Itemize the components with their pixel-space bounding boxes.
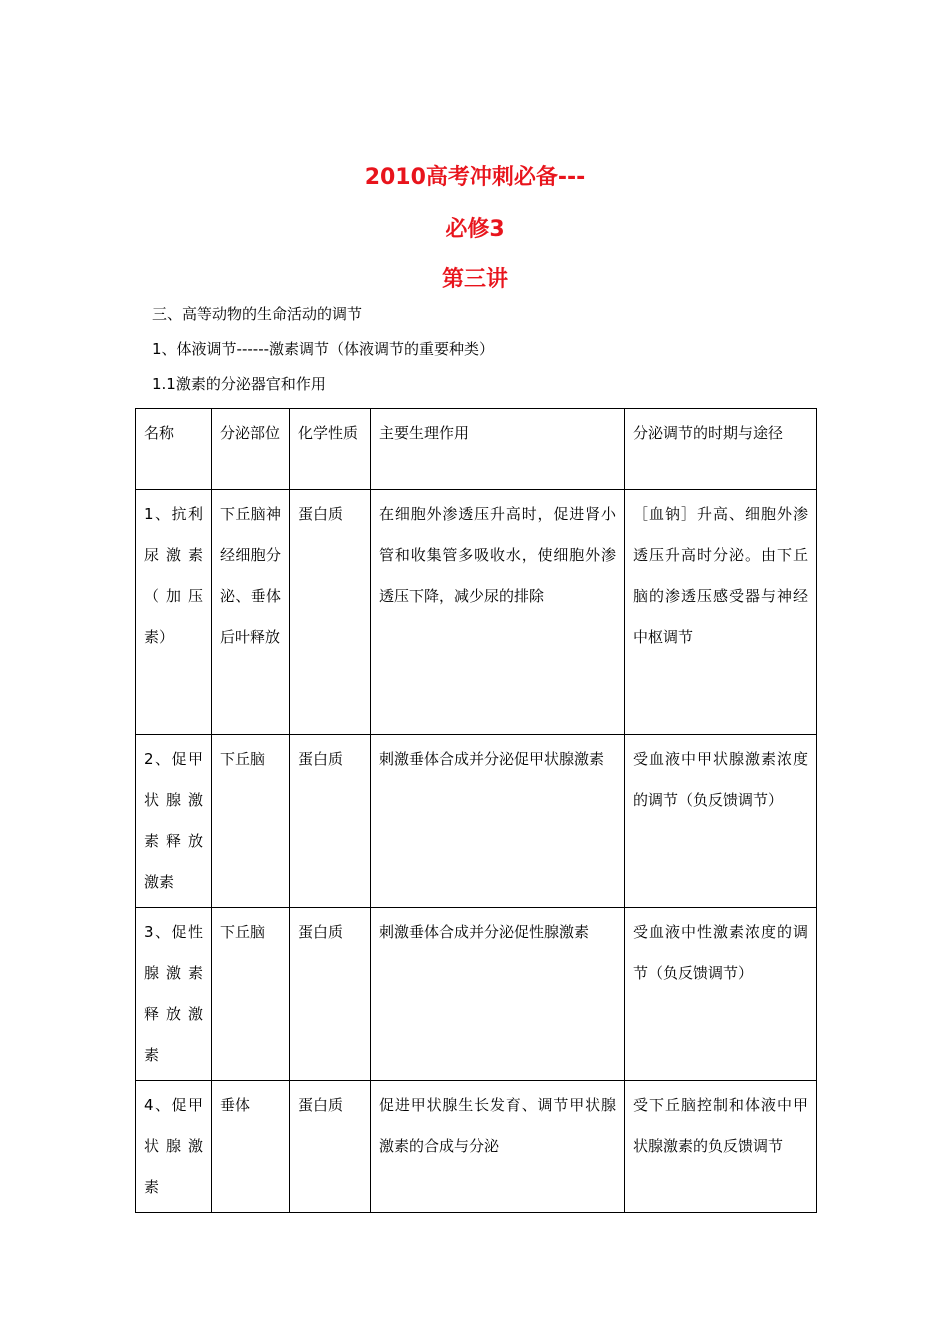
table-cell: 垂体 — [212, 1081, 290, 1213]
header-cell: 名称 — [136, 409, 212, 490]
table-cell: 4、促甲状腺激素 — [136, 1081, 212, 1213]
table-cell: 3、促性腺激素释放激素 — [136, 908, 212, 1081]
subsection-heading: 1、体液调节------激素调节（体液调节的重要种类） — [152, 340, 495, 358]
header-cell: 化学性质 — [290, 409, 371, 490]
table-cell: 促进甲状腺生长发育、调节甲状腺激素的合成与分泌 — [371, 1081, 625, 1213]
header-cell: 分泌调节的时期与途径 — [625, 409, 817, 490]
table-cell: 受血液中性激素浓度的调节（负反馈调节） — [625, 908, 817, 1081]
hormone-table — [135, 408, 817, 1213]
table-cell: 2、促甲状腺激素释放激素 — [136, 735, 212, 908]
header-cell: 分泌部位 — [212, 409, 290, 490]
lecture-heading: 第三讲 — [441, 267, 508, 292]
subsubsection-heading: 1.1激素的分泌器官和作用 — [152, 375, 326, 393]
table-cell: 刺激垂体合成并分泌促甲状腺激素 — [371, 735, 625, 908]
table-cell: 在细胞外渗透压升高时，促进肾小管和收集管多吸收水，使细胞外渗透压下降，减少尿的排除 — [371, 490, 625, 735]
table-cell: 受血液中甲状腺激素浓度的调节（负反馈调节） — [625, 735, 817, 908]
table-cell: 蛋白质 — [290, 908, 371, 1081]
table-cell: 蛋白质 — [290, 1081, 371, 1213]
table-cell: 下丘脑 — [212, 908, 290, 1081]
table-cell: 下丘脑 — [212, 735, 290, 908]
table-row — [136, 735, 817, 908]
table-cell: 1、抗利尿激素（加压素） — [136, 490, 212, 735]
table-header-row — [136, 409, 817, 490]
table-cell: 刺激垂体合成并分泌促性腺激素 — [371, 908, 625, 1081]
table-row — [136, 908, 817, 1081]
table-cell: 受下丘脑控制和体液中甲状腺激素的负反馈调节 — [625, 1081, 817, 1213]
table-cell: 下丘脑神经细胞分泌、垂体后叶释放 — [212, 490, 290, 735]
document-title: 2010高考冲刺必备--- — [364, 165, 586, 190]
table-cell: ［血钠］升高、细胞外渗透压升高时分泌。由下丘脑的渗透压感受器与神经中枢调节 — [625, 490, 817, 735]
table-cell: 蛋白质 — [290, 490, 371, 735]
table-cell: 蛋白质 — [290, 735, 371, 908]
table-row — [136, 1081, 817, 1213]
document-subtitle: 必修3 — [445, 217, 505, 242]
header-cell: 主要生理作用 — [371, 409, 625, 490]
section-heading: 三、高等动物的生命活动的调节 — [152, 305, 363, 323]
table-row — [136, 490, 817, 735]
